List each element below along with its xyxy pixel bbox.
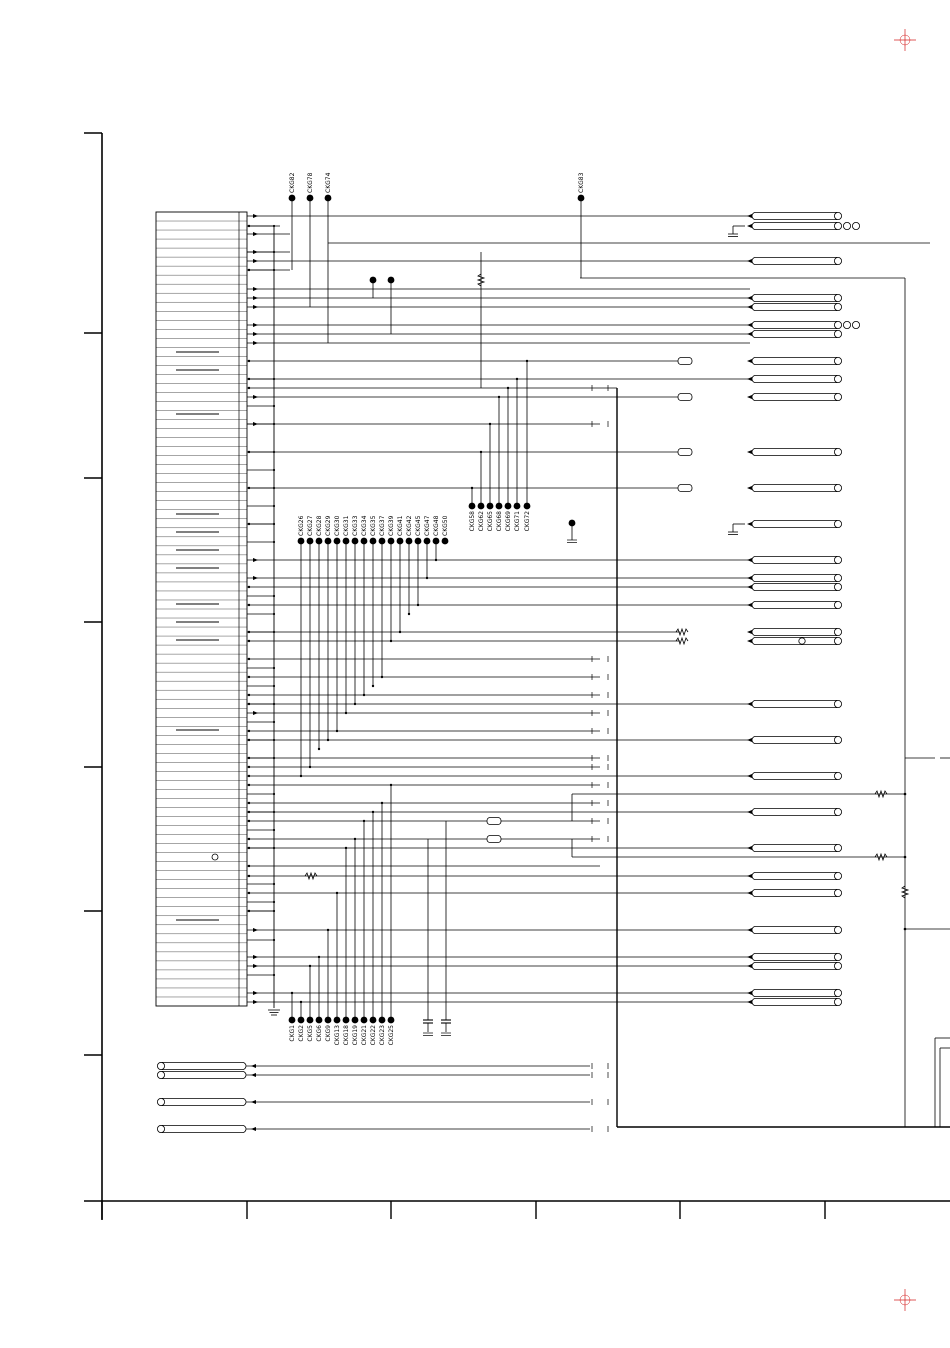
- test-point-label: CKG74: [325, 172, 332, 193]
- lead-junction: [426, 577, 428, 579]
- right-connector-plug: [752, 448, 840, 455]
- bottom-left-connectors: [157, 1062, 590, 1132]
- plug-terminal: [843, 222, 850, 229]
- ferrite-bead: [678, 449, 692, 456]
- lead-junction: [516, 378, 518, 380]
- plug-terminal: [834, 998, 841, 1005]
- plug-terminal: [834, 772, 841, 779]
- right-connector-plug: [752, 484, 840, 491]
- right-connector-plug: [752, 989, 840, 996]
- ferrite-bead: [678, 358, 692, 365]
- plug-terminal: [834, 601, 841, 608]
- test-point-label: CKG19: [352, 1025, 359, 1046]
- test-points: [289, 172, 585, 1045]
- lead-junction: [435, 559, 437, 561]
- lead-junction: [390, 640, 392, 642]
- lead-junction: [300, 775, 302, 777]
- test-point-label: CKG22: [370, 1025, 377, 1046]
- test-point-label: CKG78: [307, 172, 314, 193]
- test-point-label: CKG71: [514, 511, 521, 532]
- pin-arrow: [253, 332, 258, 336]
- ground-junction: [273, 541, 275, 543]
- plug-terminal: [157, 1062, 164, 1069]
- lead-junction: [471, 487, 473, 489]
- lead-junction: [354, 703, 356, 705]
- plug-terminal: [834, 700, 841, 707]
- ground-junction: [273, 595, 275, 597]
- right-connector-plug: [752, 257, 840, 264]
- bus-junction: [904, 793, 907, 796]
- plug-terminal: [834, 889, 841, 896]
- ground-junction: [273, 793, 275, 795]
- pin-dot: [248, 387, 250, 389]
- ferrite-bead: [678, 394, 692, 401]
- plug-arrow: [747, 928, 752, 932]
- right-connector-plug: [752, 628, 840, 635]
- right-connector-plug: [752, 736, 840, 743]
- plug-arrow: [747, 259, 752, 263]
- pin-arrow: [253, 964, 258, 968]
- connector-key-ring: [212, 854, 218, 860]
- test-point-label: CKG50: [442, 515, 449, 536]
- test-point-label: CKG26: [298, 515, 305, 536]
- test-point-label: CKG2: [298, 1025, 305, 1042]
- pin-arrow: [253, 296, 258, 300]
- ground-junction: [273, 739, 275, 741]
- plug-terminal: [834, 637, 841, 644]
- ground-junction: [273, 378, 275, 380]
- ground-junction: [273, 225, 275, 227]
- plug-arrow: [747, 891, 752, 895]
- pin-arrow: [253, 576, 258, 580]
- plug-arrow: [747, 377, 752, 381]
- pin-dot: [248, 694, 250, 696]
- pin-arrow: [253, 232, 258, 236]
- bus-junction: [904, 856, 907, 859]
- pin-arrow: [253, 395, 258, 399]
- right-connector-plug: [752, 321, 840, 328]
- plug-terminal: [834, 212, 841, 219]
- plug-terminal: [834, 844, 841, 851]
- pin-arrow: [253, 711, 258, 715]
- plug-terminal: [834, 484, 841, 491]
- pin-arrow: [253, 928, 258, 932]
- plug-terminal: [834, 520, 841, 527]
- lead-junction: [507, 387, 509, 389]
- plug-terminal: [834, 257, 841, 264]
- lead-junction: [327, 929, 329, 931]
- pin-dot: [248, 892, 250, 894]
- plug-arrow: [747, 224, 752, 228]
- test-point-label: CKG39: [388, 515, 395, 536]
- right-connector-plug: [752, 844, 840, 851]
- pin-dot: [248, 820, 250, 822]
- test-point-label: CKG9: [325, 1025, 332, 1042]
- signal-wires: [247, 214, 950, 1132]
- right-connector-plug: [752, 222, 840, 229]
- plug-terminal: [834, 808, 841, 815]
- lead-junction: [480, 451, 482, 453]
- ground-junction: [273, 505, 275, 507]
- plug-terminal: [834, 583, 841, 590]
- test-point-label: CKG69: [505, 511, 512, 532]
- test-point-label: CKG41: [397, 515, 404, 536]
- test-point-label: CKG35: [370, 515, 377, 536]
- test-point-label: CKG30: [334, 515, 341, 536]
- ground-junction: [273, 469, 275, 471]
- test-point-label: CKG62: [478, 511, 485, 532]
- right-connector-plug: [752, 330, 840, 337]
- ground-junction: [273, 901, 275, 903]
- pin-dot: [248, 865, 250, 867]
- plug-terminal: [157, 1098, 164, 1105]
- plug-arrow: [747, 585, 752, 589]
- pin-arrow: [253, 341, 258, 345]
- lead-junction: [390, 784, 392, 786]
- plug-terminal: [834, 375, 841, 382]
- lead-junction: [300, 1001, 302, 1003]
- plug-arrow: [747, 486, 752, 490]
- lead-junction: [408, 613, 410, 615]
- plug-arrow: [747, 450, 752, 454]
- test-point-label: CKG72: [524, 511, 531, 532]
- ground-junction: [273, 703, 275, 705]
- right-connector-plug: [752, 889, 840, 896]
- plug-arrow: [747, 522, 752, 526]
- right-connector-plug: [752, 212, 840, 219]
- plug-terminal: [834, 448, 841, 455]
- plug-terminal: [834, 989, 841, 996]
- ground-junction: [273, 910, 275, 912]
- plug-arrow: [747, 603, 752, 607]
- right-connector-plug: [752, 375, 840, 382]
- main-connector: [156, 212, 247, 1006]
- ground-junction: [273, 487, 275, 489]
- ground-junction: [273, 883, 275, 885]
- ground-junction: [273, 721, 275, 723]
- lead-junction: [345, 712, 347, 714]
- ground-junction: [273, 939, 275, 941]
- bus-junction: [904, 928, 907, 931]
- test-point-label: CKG68: [496, 511, 503, 532]
- ferrite-bead: [487, 818, 501, 825]
- pin-arrow: [253, 991, 258, 995]
- lead-junction: [345, 847, 347, 849]
- test-point-label: CKG6: [316, 1025, 323, 1042]
- ground-junction: [273, 847, 275, 849]
- ferrite-bead: [678, 485, 692, 492]
- pin-dot: [248, 658, 250, 660]
- pin-dot: [248, 784, 250, 786]
- plug-arrow: [747, 630, 752, 634]
- plug-terminal: [834, 556, 841, 563]
- test-point-label: CKG25: [388, 1025, 395, 1046]
- pin-arrow: [253, 287, 258, 291]
- test-point-label: CKG5: [307, 1025, 314, 1042]
- lead-junction: [327, 739, 329, 741]
- right-connector-plug: [752, 393, 840, 400]
- pin-arrow: [253, 214, 258, 218]
- plug-marker: [799, 638, 805, 644]
- right-connector-plug: [752, 953, 840, 960]
- test-point-label: CKG33: [352, 515, 359, 536]
- plug-arrow: [747, 810, 752, 814]
- pin-dot: [248, 802, 250, 804]
- right-connector-plug: [752, 998, 840, 1005]
- test-point-label: CKG48: [433, 515, 440, 536]
- pin-dot: [248, 360, 250, 362]
- pin-dot: [248, 766, 250, 768]
- test-point-label: CKG18: [343, 1025, 350, 1046]
- ground-junction: [273, 423, 275, 425]
- plug-arrow: [747, 332, 752, 336]
- pin-arrow: [253, 259, 258, 263]
- pin-dot: [248, 676, 250, 678]
- left-connector-plug: [158, 1062, 246, 1069]
- right-connector-plug: [752, 772, 840, 779]
- test-point-label: CKG47: [424, 515, 431, 536]
- plug-arrow: [747, 702, 752, 706]
- left-connector-plug: [158, 1071, 246, 1078]
- lead-junction: [309, 965, 311, 967]
- plug-arrow: [747, 874, 752, 878]
- ground-junction: [273, 974, 275, 976]
- plug-terminal: [834, 872, 841, 879]
- plug-terminal: [834, 393, 841, 400]
- lead-junction: [309, 766, 311, 768]
- test-point-label: CKG58: [469, 511, 476, 532]
- plug-arrow: [747, 991, 752, 995]
- plug-terminal: [834, 628, 841, 635]
- pin-arrow: [253, 1000, 258, 1004]
- lead-junction: [372, 811, 374, 813]
- lead-junction: [381, 802, 383, 804]
- plug-terminal: [834, 303, 841, 310]
- lead-junction: [318, 748, 320, 750]
- right-connector-plug: [752, 556, 840, 563]
- test-point-label: CKG13: [334, 1025, 341, 1046]
- ground-junction: [273, 757, 275, 759]
- ferrite-bead: [487, 836, 501, 843]
- plug-arrow: [747, 846, 752, 850]
- plug-terminal: [834, 321, 841, 328]
- lead-junction: [336, 730, 338, 732]
- plug-arrow: [747, 305, 752, 309]
- lead-junction: [417, 604, 419, 606]
- test-point-label: CKG83: [578, 172, 585, 193]
- ground-junction: [273, 829, 275, 831]
- test-point-label: CKG82: [289, 172, 296, 193]
- test-point-label: CKG1: [289, 1025, 296, 1042]
- plug-arrow: [747, 964, 752, 968]
- pin-dot: [248, 730, 250, 732]
- right-connector-plug: [752, 808, 840, 815]
- right-connector-plug: [752, 962, 840, 969]
- plug-terminal: [834, 294, 841, 301]
- right-connector-plug: [752, 601, 840, 608]
- test-point-label: CKG27: [307, 515, 314, 536]
- right-connector-plug: [752, 637, 840, 644]
- lead-junction: [354, 838, 356, 840]
- right-connector-plug: [752, 872, 840, 879]
- pin-arrow: [253, 558, 258, 562]
- pin-arrow: [253, 305, 258, 309]
- test-point-label: CKG23: [379, 1025, 386, 1046]
- test-point-label: CKG31: [343, 515, 350, 536]
- test-point-label: CKG21: [361, 1025, 368, 1046]
- right-connector-plug: [752, 294, 840, 301]
- ground-junction: [273, 251, 275, 253]
- right-connector-plug: [752, 700, 840, 707]
- test-point-label: CKG37: [379, 515, 386, 536]
- test-point-label: CKG65: [487, 511, 494, 532]
- lead-junction: [444, 541, 446, 543]
- pin-dot: [248, 838, 250, 840]
- ground-junction: [273, 811, 275, 813]
- plug-terminal: [834, 330, 841, 337]
- test-point-label: CKG28: [316, 515, 323, 536]
- ground-junction: [273, 613, 275, 615]
- ground-junction: [273, 451, 275, 453]
- plug-arrow: [747, 576, 752, 580]
- ground-junction: [273, 667, 275, 669]
- test-point-label: CKG29: [325, 515, 332, 536]
- plug-arrow: [747, 1000, 752, 1004]
- plug-terminal: [834, 574, 841, 581]
- left-connector-plug: [158, 1098, 246, 1105]
- ground-junction: [273, 523, 275, 525]
- plug-arrow: [747, 395, 752, 399]
- plug-terminal: [834, 926, 841, 933]
- plug-terminal: [834, 222, 841, 229]
- pin-dot: [248, 586, 250, 588]
- right-connector-plug: [752, 303, 840, 310]
- lead-junction: [363, 820, 365, 822]
- plug-arrow: [747, 296, 752, 300]
- pin-arrow: [253, 323, 258, 327]
- plug-arrow: [747, 955, 752, 959]
- lead-junction: [318, 956, 320, 958]
- plug-terminal: [852, 222, 859, 229]
- right-connector-plug: [752, 926, 840, 933]
- ground-junction: [273, 269, 275, 271]
- plug-terminal: [834, 962, 841, 969]
- lead-junction: [291, 992, 293, 994]
- plug-arrow: [747, 323, 752, 327]
- lead-junction: [336, 892, 338, 894]
- pin-dot: [248, 875, 250, 877]
- pin-dot: [248, 640, 250, 642]
- plug-terminal: [157, 1125, 164, 1132]
- plug-terminal: [843, 321, 850, 328]
- lead-junction: [498, 396, 500, 398]
- plug-terminal: [834, 357, 841, 364]
- lead-junction: [381, 676, 383, 678]
- lead-junction: [372, 685, 374, 687]
- plug-arrow: [747, 639, 752, 643]
- ground-junction: [273, 405, 275, 407]
- pin-dot: [248, 604, 250, 606]
- lead-junction: [489, 423, 491, 425]
- plug-terminal: [852, 321, 859, 328]
- right-connector-plug: [752, 583, 840, 590]
- pin-arrow: [253, 955, 258, 959]
- right-connector-plug: [752, 357, 840, 364]
- plug-arrow: [747, 359, 752, 363]
- test-point-label: CKG34: [361, 515, 368, 536]
- pin-dot: [248, 775, 250, 777]
- right-connector-plug: [752, 574, 840, 581]
- plug-arrow: [747, 214, 752, 218]
- plug-terminal: [157, 1071, 164, 1078]
- test-point-label: CKG42: [406, 515, 413, 536]
- plug-arrow: [747, 774, 752, 778]
- plug-terminal: [834, 953, 841, 960]
- right-connector-plug: [752, 520, 840, 527]
- lead-junction: [526, 360, 528, 362]
- lead-junction: [363, 694, 365, 696]
- ground-junction: [273, 631, 275, 633]
- plug-terminal: [834, 736, 841, 743]
- right-connectors: [728, 212, 860, 1005]
- ground-junction: [273, 685, 275, 687]
- plug-arrow: [747, 738, 752, 742]
- lead-junction: [399, 631, 401, 633]
- left-connector-plug: [158, 1125, 246, 1132]
- test-point-label: CKG45: [415, 515, 422, 536]
- plug-arrow: [747, 558, 752, 562]
